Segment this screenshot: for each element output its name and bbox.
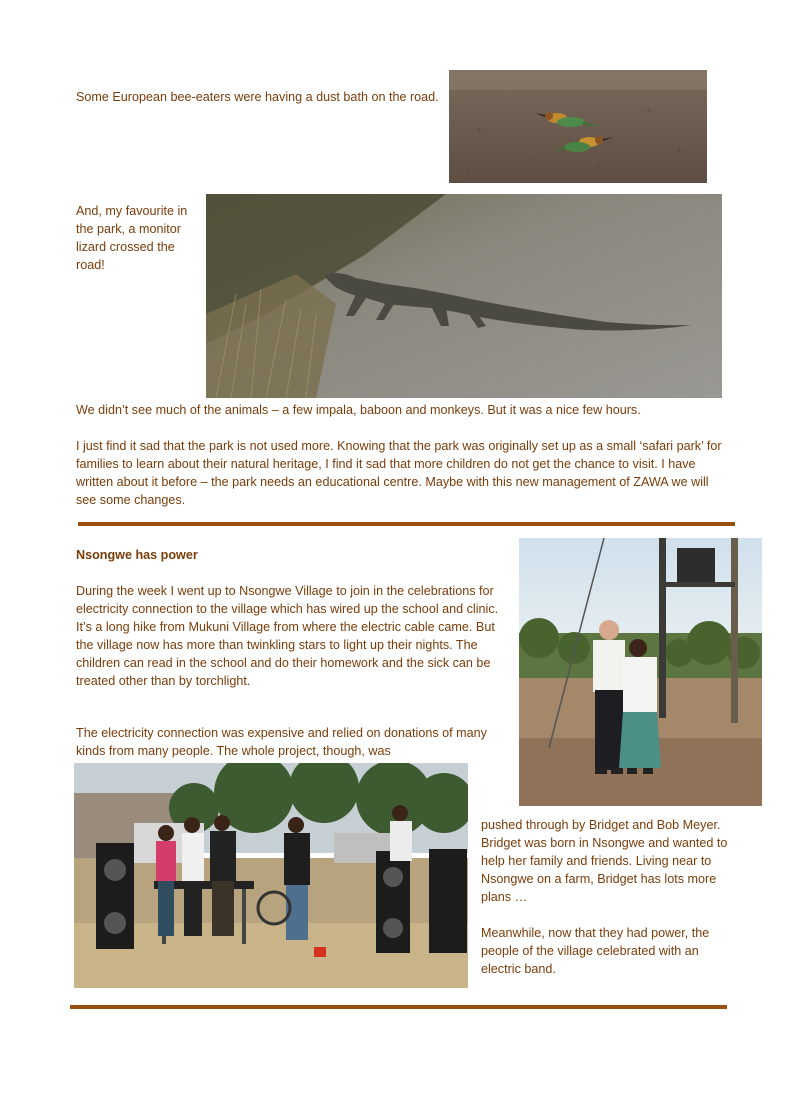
animals-paragraph: We didn’t see much of the animals – a few impala, baboon and monkeys. But it was a nice few hours. — [76, 403, 641, 417]
bee-eaters-caption: Some European bee-eaters were having a dust bath on the road. — [76, 90, 439, 104]
meyer-paragraph: pushed through by Bridget and Bob Meyer. Bridget was born in Nsongwe and wanted to help her family and friends. Living near to Nsongwe on a farm, Bridget has lots more plans … — [481, 818, 728, 904]
section-heading: Nsongwe has power — [76, 548, 198, 562]
bee-eaters-photo — [449, 70, 707, 183]
electricity-paragraph: During the week I went up to Nsongwe Village to join in the celebrations for electricity connection to the village which has wired up the school and clinic. It’s a long hike from Mukuni Village from where the electric cable came. But the village now has more than twinkling stars to light up their nights. The children can read in the school and do their homework and the sick can be treated other than by torchlight. — [76, 584, 499, 688]
donations-paragraph: The electricity connection was expensive and relied on donations of many kinds from many people. The whole project, though, was — [76, 726, 487, 758]
park-paragraph: I just find it sad that the park is not used more. Knowing that the park was originally set up as a small ‘safari park’ for families to learn about their natural heritage, I find it sad that more children do not get the chance to visit. I have written about it before – the park needs an educational centre. Maybe with this new management of ZAWA we will see some changes. — [76, 439, 722, 507]
band-paragraph: Meanwhile, now that they had power, the people of the village celebrated with an electric band. — [481, 926, 710, 976]
section-divider-top — [78, 522, 735, 526]
couple-under-power-pole-photo — [519, 538, 762, 806]
section-divider-bottom — [70, 1005, 727, 1009]
monitor-lizard-photo — [206, 194, 722, 398]
lizard-caption: And, my favourite in the park, a monitor lizard crossed the road! — [76, 204, 188, 272]
electric-band-photo — [74, 763, 468, 988]
